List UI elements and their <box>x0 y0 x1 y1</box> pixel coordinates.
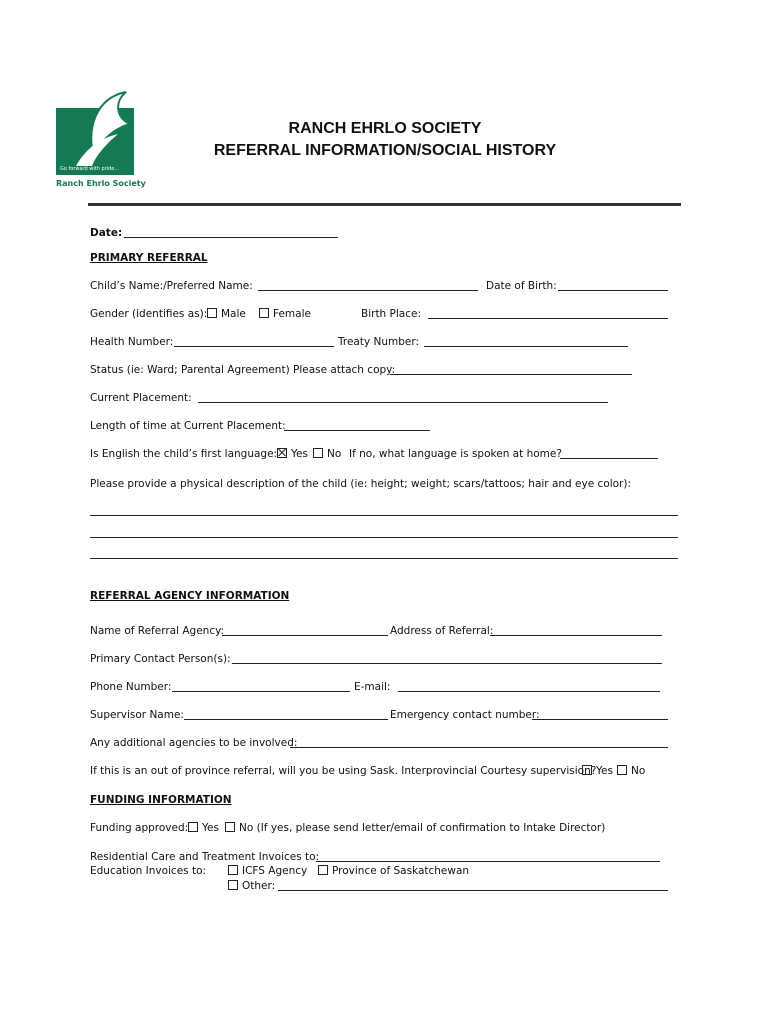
english-yes-checkbox[interactable] <box>277 448 287 458</box>
english-yes-option[interactable] <box>277 448 308 461</box>
english-yes-label: Yes <box>291 448 308 460</box>
other-label: Other: <box>242 880 276 892</box>
out-province-no-checkbox[interactable] <box>617 765 627 775</box>
other-field[interactable] <box>278 890 668 891</box>
child-name-field[interactable] <box>258 290 478 291</box>
funding-no-note: No (If yes, please send letter/email of confirmation to Intake Director) <box>239 822 606 834</box>
logo-name: Ranch Ehrlo Society <box>56 179 146 188</box>
out-province-yes-option[interactable] <box>582 765 613 778</box>
funding-yes-checkbox[interactable] <box>188 822 198 832</box>
education-invoices-label: Education Invoices to: <box>90 865 207 877</box>
female-checkbox[interactable] <box>259 308 269 318</box>
health-number-field[interactable] <box>174 346 334 347</box>
agency-name-field[interactable] <box>222 635 388 636</box>
gender-label: Gender (identifies as): <box>90 308 208 320</box>
out-of-province-question: If this is an out of province referral, will you be using Sask. Interprovincial Courtesy supervision? <box>90 765 597 777</box>
birth-place-field[interactable] <box>428 318 668 319</box>
additional-agencies-field[interactable] <box>290 747 668 748</box>
physical-description-line-2[interactable] <box>90 537 678 538</box>
emergency-contact-field[interactable] <box>532 719 668 720</box>
other-option[interactable] <box>228 880 275 893</box>
out-province-yes-checkbox[interactable] <box>582 765 592 775</box>
email-label: E-mail: <box>354 681 391 693</box>
gender-male-option[interactable] <box>207 308 246 321</box>
logo-tagline: Go forward with pride... <box>60 166 120 172</box>
birth-place-label: Birth Place: <box>361 308 422 320</box>
funding-heading: FUNDING INFORMATION <box>90 794 232 806</box>
funding-approved-label: Funding approved: <box>90 822 189 834</box>
supervisor-name-label: Supervisor Name: <box>90 709 184 721</box>
residential-invoices-label: Residential Care and Treatment Invoices to: <box>90 851 320 863</box>
length-time-label: Length of time at Current Placement: <box>90 420 286 432</box>
province-sask-option[interactable] <box>318 865 469 878</box>
additional-agencies-label: Any additional agencies to be involved: <box>90 737 298 749</box>
funding-no-checkbox[interactable] <box>225 822 235 832</box>
out-province-yes-label: Yes <box>596 765 613 777</box>
out-province-no-label: No <box>631 765 646 777</box>
funding-no-option[interactable] <box>225 822 605 835</box>
english-question-label: Is English the child’s first language: <box>90 448 278 460</box>
current-placement-label: Current Placement: <box>90 392 192 404</box>
date-field[interactable] <box>124 237 338 238</box>
phone-number-label: Phone Number: <box>90 681 172 693</box>
date-label: Date: <box>90 227 123 239</box>
referral-agency-heading: REFERRAL AGENCY INFORMATION <box>90 590 290 602</box>
funding-yes-option[interactable] <box>188 822 219 835</box>
icfs-agency-label: ICFS Agency <box>242 865 308 877</box>
org-title: RANCH EHRLO SOCIETY <box>288 120 482 137</box>
icfs-agency-checkbox[interactable] <box>228 865 238 875</box>
male-checkbox[interactable] <box>207 308 217 318</box>
home-language-field[interactable] <box>560 458 658 459</box>
treaty-number-label: Treaty Number: <box>338 336 420 348</box>
emergency-contact-label: Emergency contact number: <box>390 709 540 721</box>
dob-label: Date of Birth: <box>486 280 557 292</box>
english-no-checkbox[interactable] <box>313 448 323 458</box>
header-rule <box>88 203 681 206</box>
if-no-language-label: If no, what language is spoken at home? <box>349 448 562 460</box>
physical-description-label: Please provide a physical description of the child (ie: height; weight; scars/tattoos; hair and eye color): <box>90 478 632 490</box>
out-province-no-option[interactable] <box>617 765 645 778</box>
gender-female-option[interactable] <box>259 308 311 321</box>
icfs-agency-option[interactable] <box>228 865 307 878</box>
female-label: Female <box>273 308 311 320</box>
province-sask-label: Province of Saskatchewan <box>332 865 470 877</box>
physical-description-line-1[interactable] <box>90 515 678 516</box>
health-number-label: Health Number: <box>90 336 174 348</box>
province-sask-checkbox[interactable] <box>318 865 328 875</box>
supervisor-name-field[interactable] <box>184 719 388 720</box>
primary-contact-label: Primary Contact Person(s): <box>90 653 231 665</box>
english-no-option[interactable] <box>313 448 341 461</box>
primary-referral-heading: PRIMARY REFERRAL <box>90 252 208 264</box>
dob-field[interactable] <box>558 290 668 291</box>
status-label: Status (ie: Ward; Parental Agreement) Please attach copy: <box>90 364 396 376</box>
agency-name-label: Name of Referral Agency: <box>90 625 225 637</box>
primary-contact-field[interactable] <box>232 663 662 664</box>
form-title: REFERRAL INFORMATION/SOCIAL HISTORY <box>213 142 557 159</box>
phone-number-field[interactable] <box>172 691 350 692</box>
current-placement-field[interactable] <box>198 402 608 403</box>
funding-yes-label: Yes <box>202 822 219 834</box>
email-field[interactable] <box>398 691 660 692</box>
status-field[interactable] <box>390 374 632 375</box>
residential-invoices-field[interactable] <box>316 861 660 862</box>
agency-address-label: Address of Referral: <box>390 625 494 637</box>
child-name-label: Child’s Name:/Preferred Name: <box>90 280 253 292</box>
treaty-number-field[interactable] <box>424 346 628 347</box>
physical-description-line-3[interactable] <box>90 558 678 559</box>
english-no-label: No <box>327 448 342 460</box>
male-label: Male <box>221 308 246 320</box>
length-time-field[interactable] <box>284 430 430 431</box>
agency-address-field[interactable] <box>490 635 662 636</box>
other-checkbox[interactable] <box>228 880 238 890</box>
